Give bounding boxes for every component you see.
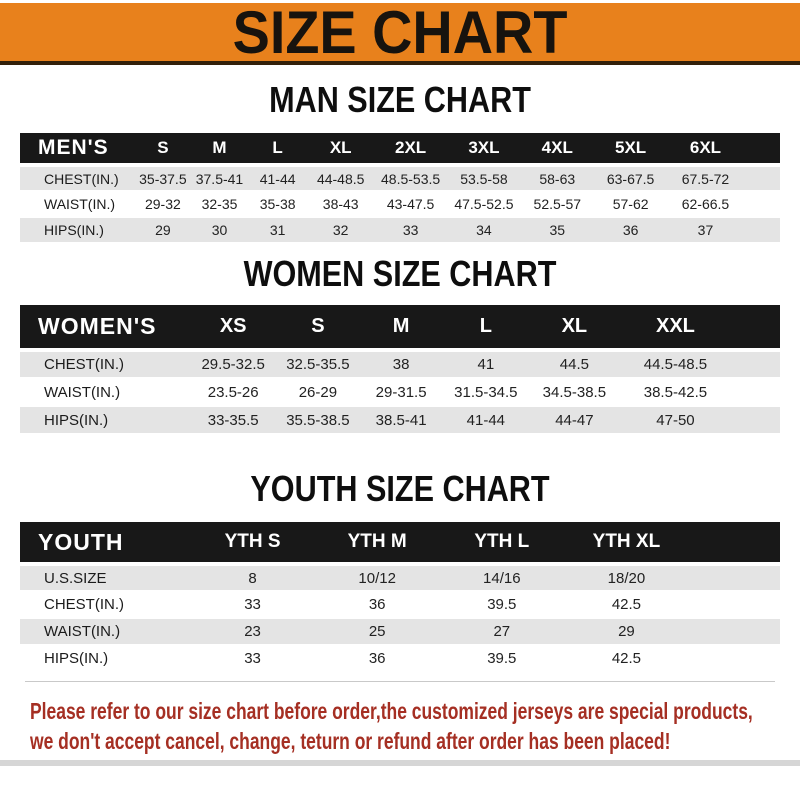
divider-line [25, 681, 775, 682]
table-row-waist [20, 191, 780, 217]
size-value-cell: 44.5-48.5 [620, 350, 732, 378]
man-section-heading: MAN SIZE CHART [269, 79, 531, 120]
size-value-cell: 58-63 [521, 165, 594, 191]
measure-row-label: HIPS(IN.) [20, 645, 190, 672]
size-value-cell: 14/16 [440, 564, 565, 591]
women-section-heading: WOMEN SIZE CHART [243, 253, 557, 294]
size-value-cell: 32-35 [191, 191, 248, 217]
men-header-bar [20, 133, 780, 165]
size-column-header: XL [529, 305, 619, 350]
size-value-cell: 29-32 [135, 191, 191, 217]
size-column-header: M [191, 133, 248, 165]
size-value-cell: 39.5 [440, 645, 565, 672]
size-value-cell: 38-43 [307, 191, 374, 217]
filler-cell [689, 645, 780, 672]
size-value-cell: 47.5-52.5 [447, 191, 521, 217]
table-row-chest [20, 591, 780, 618]
filler-cell [743, 191, 780, 217]
size-value-cell: 36 [594, 217, 668, 243]
filler-cell [689, 564, 780, 591]
size-value-cell: 29-31.5 [360, 378, 443, 406]
youth-section-heading: YOUTH SIZE CHART [250, 468, 550, 509]
size-value-cell: 41 [443, 350, 530, 378]
size-value-cell: 44.5 [529, 350, 619, 378]
size-value-cell: 34 [447, 217, 521, 243]
footer-line-2: we don't accept cancel, change, teturn or refund after order has been placed! [30, 728, 671, 754]
size-value-cell: 31.5-34.5 [443, 378, 530, 406]
women-size-table [20, 305, 780, 435]
size-value-cell: 32.5-35.5 [276, 350, 360, 378]
size-column-header: S [135, 133, 191, 165]
size-value-cell: 35.5-38.5 [276, 406, 360, 434]
table-row-waist [20, 378, 780, 406]
size-column-header: 4XL [521, 133, 594, 165]
men-table-label: MEN'S [20, 133, 135, 165]
table-row-hips [20, 645, 780, 672]
size-value-cell: 27 [440, 618, 565, 645]
footer-line-1: Please refer to our size chart before order,the customized jerseys are special products, [30, 698, 753, 724]
size-column-header: S [276, 305, 360, 350]
size-value-cell: 25 [315, 618, 440, 645]
size-value-cell: 33 [374, 217, 447, 243]
size-value-cell: 38.5-42.5 [620, 378, 732, 406]
filler-cell [689, 591, 780, 618]
size-value-cell: 29 [135, 217, 191, 243]
size-value-cell: 63-67.5 [594, 165, 668, 191]
table-row-hips [20, 406, 780, 434]
measure-row-label: WAIST(IN.) [20, 191, 135, 217]
size-column-header: 2XL [374, 133, 447, 165]
measure-row-label: U.S.SIZE [20, 564, 190, 591]
size-value-cell: 8 [190, 564, 315, 591]
measure-row-label: HIPS(IN.) [20, 406, 190, 434]
size-value-cell: 41-44 [248, 165, 307, 191]
measure-row-label: CHEST(IN.) [20, 350, 190, 378]
youth-size-table [20, 522, 780, 673]
size-column-header: YTH S [190, 522, 315, 564]
filler-cell [689, 522, 780, 564]
size-value-cell: 29.5-32.5 [190, 350, 276, 378]
size-value-cell: 37.5-41 [191, 165, 248, 191]
size-column-header: L [443, 305, 530, 350]
size-value-cell: 23 [190, 618, 315, 645]
filler-cell [743, 217, 780, 243]
filler-cell [731, 350, 780, 378]
filler-cell [743, 133, 780, 165]
banner [0, 0, 800, 66]
size-value-cell: 35-37.5 [135, 165, 191, 191]
size-value-cell: 35-38 [248, 191, 307, 217]
size-value-cell: 43-47.5 [374, 191, 447, 217]
size-value-cell: 33 [190, 645, 315, 672]
measure-row-label: WAIST(IN.) [20, 378, 190, 406]
table-row-waist [20, 618, 780, 645]
size-value-cell: 18/20 [564, 564, 689, 591]
footer-note [30, 696, 800, 756]
size-value-cell: 33 [190, 591, 315, 618]
size-value-cell: 23.5-26 [190, 378, 276, 406]
size-value-cell: 62-66.5 [667, 191, 743, 217]
table-row-chest [20, 165, 780, 191]
size-value-cell: 37 [667, 217, 743, 243]
size-column-header: 3XL [447, 133, 521, 165]
size-column-header: XS [190, 305, 276, 350]
filler-cell [689, 618, 780, 645]
size-value-cell: 38.5-41 [360, 406, 443, 434]
size-value-cell: 31 [248, 217, 307, 243]
size-value-cell: 32 [307, 217, 374, 243]
size-value-cell: 38 [360, 350, 443, 378]
filler-cell [743, 165, 780, 191]
size-value-cell: 29 [564, 618, 689, 645]
size-value-cell: 47-50 [620, 406, 732, 434]
table-row-hips [20, 217, 780, 243]
size-value-cell: 34.5-38.5 [529, 378, 619, 406]
size-value-cell: 57-62 [594, 191, 668, 217]
size-value-cell: 52.5-57 [521, 191, 594, 217]
size-value-cell: 35 [521, 217, 594, 243]
size-column-header: L [248, 133, 307, 165]
size-value-cell: 39.5 [440, 591, 565, 618]
banner-title: SIZE CHART [232, 0, 568, 66]
size-column-header: M [360, 305, 443, 350]
size-column-header: 5XL [594, 133, 668, 165]
women-table-label: WOMEN'S [20, 305, 190, 350]
size-value-cell: 26-29 [276, 378, 360, 406]
size-value-cell: 44-47 [529, 406, 619, 434]
size-value-cell: 36 [315, 645, 440, 672]
measure-row-label: WAIST(IN.) [20, 618, 190, 645]
bottom-strip [0, 760, 800, 766]
size-value-cell: 10/12 [315, 564, 440, 591]
measure-row-label: CHEST(IN.) [20, 591, 190, 618]
size-value-cell: 53.5-58 [447, 165, 521, 191]
measure-row-label: HIPS(IN.) [20, 217, 135, 243]
size-column-header: XL [307, 133, 374, 165]
youth-header-bar [20, 522, 780, 564]
table-row-ussize [20, 564, 780, 591]
table-row-chest [20, 350, 780, 378]
size-column-header: YTH M [315, 522, 440, 564]
filler-cell [731, 406, 780, 434]
filler-cell [731, 378, 780, 406]
size-value-cell: 67.5-72 [667, 165, 743, 191]
size-value-cell: 42.5 [564, 645, 689, 672]
size-value-cell: 42.5 [564, 591, 689, 618]
size-value-cell: 33-35.5 [190, 406, 276, 434]
measure-row-label: CHEST(IN.) [20, 165, 135, 191]
youth-table-label: YOUTH [20, 522, 190, 564]
size-column-header: 6XL [667, 133, 743, 165]
size-value-cell: 41-44 [443, 406, 530, 434]
size-column-header: XXL [620, 305, 732, 350]
size-value-cell: 30 [191, 217, 248, 243]
filler-cell [731, 305, 780, 350]
men-size-table [20, 133, 780, 244]
women-header-bar [20, 305, 780, 350]
size-column-header: YTH L [440, 522, 565, 564]
size-value-cell: 48.5-53.5 [374, 165, 447, 191]
size-column-header: YTH XL [564, 522, 689, 564]
size-value-cell: 36 [315, 591, 440, 618]
size-value-cell: 44-48.5 [307, 165, 374, 191]
